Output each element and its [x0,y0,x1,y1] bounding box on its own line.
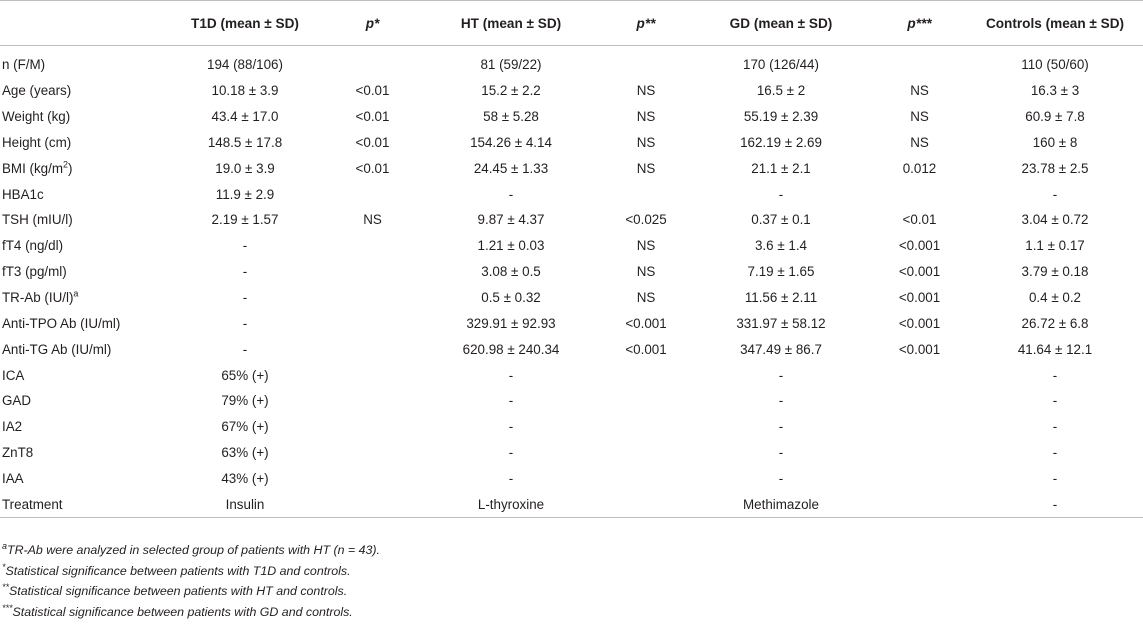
row-label-text: GAD [2,393,32,409]
header-cell-controls: Controls (mean ± SD) [967,1,1143,46]
header-cell-p-t1d: p* [325,1,420,46]
row-label [0,362,165,388]
table-cell [872,52,967,78]
table-cell: <0.01 [355,109,390,125]
table-cell: 67% (+) [221,419,269,435]
table-cell: <0.025 [625,212,667,228]
table-cell: <0.01 [902,212,937,228]
row-label-text: Age (years) [2,83,72,99]
table-cell: - [778,445,784,461]
table-cell: <0.001 [625,315,667,331]
footnotes [2,540,380,622]
table-cell [325,52,420,78]
table-cell [325,233,420,259]
table-cell: NS [910,83,929,99]
table-row [0,181,1143,207]
row-label [0,466,165,492]
table-cell: - [508,186,514,202]
table-cell [602,52,690,78]
row-label [0,414,165,440]
row-label-text: n (F/M) [2,57,46,73]
table-cell: 43% (+) [221,470,269,486]
row-label [0,207,165,233]
table-cell: 60.9 ± 7.8 [1025,109,1085,125]
row-label [0,78,165,104]
footnote-mark: * [2,561,6,572]
footnote [2,561,380,582]
table-cell [602,491,690,517]
table-cell: 81 (59/22) [480,57,542,73]
table-cell: - [778,393,784,409]
footnote-text: Statistical significance between patients with GD and controls. [12,604,353,619]
footnote [2,540,380,561]
table-cell: 11.9 ± 2.9 [215,186,275,202]
header-cell-gd: GD (mean ± SD) [690,1,872,46]
table-cell: 41.64 ± 12.1 [1017,341,1093,357]
table-cell [602,362,690,388]
table-cell: 194 (88/106) [207,57,283,73]
table-cell [325,362,420,388]
table-cell: 11.56 ± 2.11 [744,290,818,306]
row-label-text: BMI (kg/m [2,160,64,176]
table-cell: <0.001 [625,341,667,357]
table-cell: - [508,367,514,383]
header-cell-p-gd: p*** [872,1,967,46]
table-cell [325,466,420,492]
footnote [2,581,380,602]
table-cell [872,362,967,388]
row-label-text: Weight (kg) [2,109,71,125]
row-label-text: fT4 (ng/dl) [2,238,64,254]
row-label [0,491,165,517]
table-cell: - [778,470,784,486]
table-row [0,233,1143,259]
table-cell: <0.01 [355,134,390,150]
table-cell: Methimazole [690,491,872,517]
row-label-text: ZnT8 [2,445,34,461]
table-cell: - [1052,393,1058,409]
table-cell: <0.01 [355,160,390,176]
row-label-text: Height (cm) [2,134,72,150]
table-cell [872,414,967,440]
table-cell: - [1052,419,1058,435]
row-label-superscript: a [73,288,79,299]
table-cell: 347.49 ± 86.7 [740,341,822,357]
table-cell [602,388,690,414]
table-cell: 1.21 ± 0.03 [477,238,545,254]
table-row [0,388,1143,414]
footnote-text: Statistical significance between patients with T1D and controls. [5,563,351,578]
row-label-text: Treatment [2,496,63,512]
table-cell: - [508,470,514,486]
table-cell: L-thyroxine [420,491,602,517]
table-row [0,466,1143,492]
table-cell: 24.45 ± 1.33 [473,160,549,176]
footnote-mark: ** [2,581,10,592]
table-cell: 0.012 [902,160,937,176]
header-cell-p-ht: p** [602,1,690,46]
row-label [0,233,165,259]
table-cell: - [242,238,248,254]
table-cell [602,466,690,492]
table-cell: 55.19 ± 2.39 [743,109,819,125]
table-row [0,155,1143,181]
table-cell: NS [910,109,929,125]
row-label [0,52,165,78]
table-cell: NS [636,109,656,125]
table-cell: 15.2 ± 2.2 [481,83,541,99]
footnote-mark: a [2,540,8,551]
table-row [0,362,1143,388]
table-cell: 79% (+) [221,393,269,409]
row-label [0,310,165,336]
row-label [0,155,165,181]
table-cell: - [778,186,784,202]
table-row [0,78,1143,104]
table-cell: 331.97 ± 58.12 [736,315,826,331]
table-cell: - [1052,367,1058,383]
table-cell: 58 ± 5.28 [483,109,539,125]
table-row [0,207,1143,233]
table-cell: <0.001 [898,315,941,331]
table-cell: <0.001 [898,341,941,357]
table-cell: 23.78 ± 2.5 [1021,160,1089,176]
table-cell: - [242,290,248,306]
table-cell [872,181,967,207]
table-body [0,46,1143,518]
table-row [0,130,1143,156]
footnote [2,602,380,623]
table-cell: 0.4 ± 0.2 [1028,290,1082,306]
row-label-text: TR-Ab (IU/l) [2,290,74,306]
row-label-text: ICA [2,367,25,383]
table-cell: - [1052,470,1058,486]
table-cell: - [967,491,1143,517]
table-cell: NS [636,264,656,280]
table-row [0,336,1143,362]
header-cell-t1d: T1D (mean ± SD) [165,1,325,46]
table-cell: 19.0 ± 3.9 [215,160,275,176]
table-row [0,104,1143,130]
table-cell: 154.26 ± 4.14 [470,134,552,150]
row-label-text: HBA1c [2,186,44,202]
table-cell: <0.001 [898,238,941,254]
table-cell: 3.08 ± 0.5 [481,264,541,280]
table-cell: - [778,367,784,383]
table-cell: - [778,419,784,435]
table-cell: Insulin [165,491,325,517]
table-cell [602,440,690,466]
table-cell: - [242,264,248,280]
table-cell: 0.37 ± 0.1 [751,212,811,228]
table-cell: NS [636,134,656,150]
row-label [0,388,165,414]
table-cell: 160 ± 8 [1032,134,1078,150]
table-cell: NS [636,238,656,254]
table-cell: NS [910,134,929,150]
header-row [0,1,1143,46]
table-cell [325,440,420,466]
footnote-mark: *** [2,602,13,613]
table-cell: - [242,315,248,331]
table-cell: 1.1 ± 0.17 [1025,238,1085,254]
table-cell: 110 (50/60) [1021,57,1089,73]
table-cell: 16.5 ± 2 [756,83,806,99]
table-cell: 43.4 ± 17.0 [211,109,279,125]
table-cell: - [242,341,248,357]
row-label [0,285,165,311]
row-label-text: fT3 (pg/ml) [2,264,67,280]
row-label-text: IA2 [2,419,23,435]
table-cell: - [508,393,514,409]
table-cell: 0.5 ± 0.32 [481,290,541,306]
table-cell [872,440,967,466]
table-cell: 7.19 ± 1.65 [747,264,815,280]
table-cell: NS [636,160,656,176]
row-label-text: TSH (mIU/l) [2,212,73,228]
table-row [0,414,1143,440]
table-row [0,440,1143,466]
table-cell: - [1052,186,1058,202]
header-cell-label [0,1,165,46]
row-label [0,130,165,156]
table-cell: 65% (+) [221,367,269,383]
table-cell: 3.04 ± 0.72 [1021,212,1089,228]
row-label [0,440,165,466]
table-cell: NS [636,83,656,99]
table-cell [325,310,420,336]
footnote-text: TR-Ab were analyzed in selected group of patients with HT (n = 43). [7,543,380,557]
table-cell: - [508,445,514,461]
table-cell: 329.91 ± 92.93 [466,315,556,331]
row-label-text: Anti-TG Ab (IU/ml) [2,341,112,357]
table-cell [325,414,420,440]
row-label-suffix: ) [68,160,73,176]
table-cell [325,336,420,362]
table-cell: 9.87 ± 4.37 [477,212,545,228]
table-cell: 10.18 ± 3.9 [211,83,279,99]
table-cell [602,414,690,440]
row-label [0,181,165,207]
table-cell: NS [636,290,656,306]
row-label-text: IAA [2,470,24,486]
table-cell: 620.98 ± 240.34 [462,341,560,357]
table-cell: 3.6 ± 1.4 [754,238,808,254]
table-cell [872,466,967,492]
table-row [0,259,1143,285]
table-cell: <0.001 [898,290,941,306]
table-cell: 16.3 ± 3 [1030,83,1080,99]
table-cell [325,388,420,414]
table-cell: 148.5 ± 17.8 [207,134,283,150]
table-cell: 63% (+) [221,445,269,461]
row-label-text: Anti-TPO Ab (IU/ml) [2,315,121,331]
table-cell [872,388,967,414]
row-label [0,336,165,362]
table-cell [872,491,967,517]
table-cell: <0.001 [898,264,941,280]
table-cell: - [508,419,514,435]
table-row [0,52,1143,78]
table-row [0,310,1143,336]
table-cell: 170 (126/44) [743,57,819,73]
row-label [0,104,165,130]
table-cell [325,491,420,517]
table-cell: 21.1 ± 2.1 [751,160,811,176]
row-label-superscript: 2 [63,159,69,170]
table-cell [325,181,420,207]
footnote-text: Statistical significance between patients with HT and controls. [9,584,348,598]
table-cell: 3.79 ± 0.18 [1021,264,1089,280]
table-cell: 2.19 ± 1.57 [211,212,279,228]
table-cell: - [1052,445,1058,461]
table-cell: <0.01 [355,83,390,99]
table-cell [325,259,420,285]
table-cell: 26.72 ± 6.8 [1021,315,1089,331]
table-cell: 162.19 ± 2.69 [740,134,822,150]
table-cell [602,181,690,207]
table-row [0,491,1143,517]
row-label [0,259,165,285]
table-row [0,285,1143,311]
table-cell [325,285,420,311]
header-cell-ht: HT (mean ± SD) [420,1,602,46]
table-cell: NS [363,212,382,228]
